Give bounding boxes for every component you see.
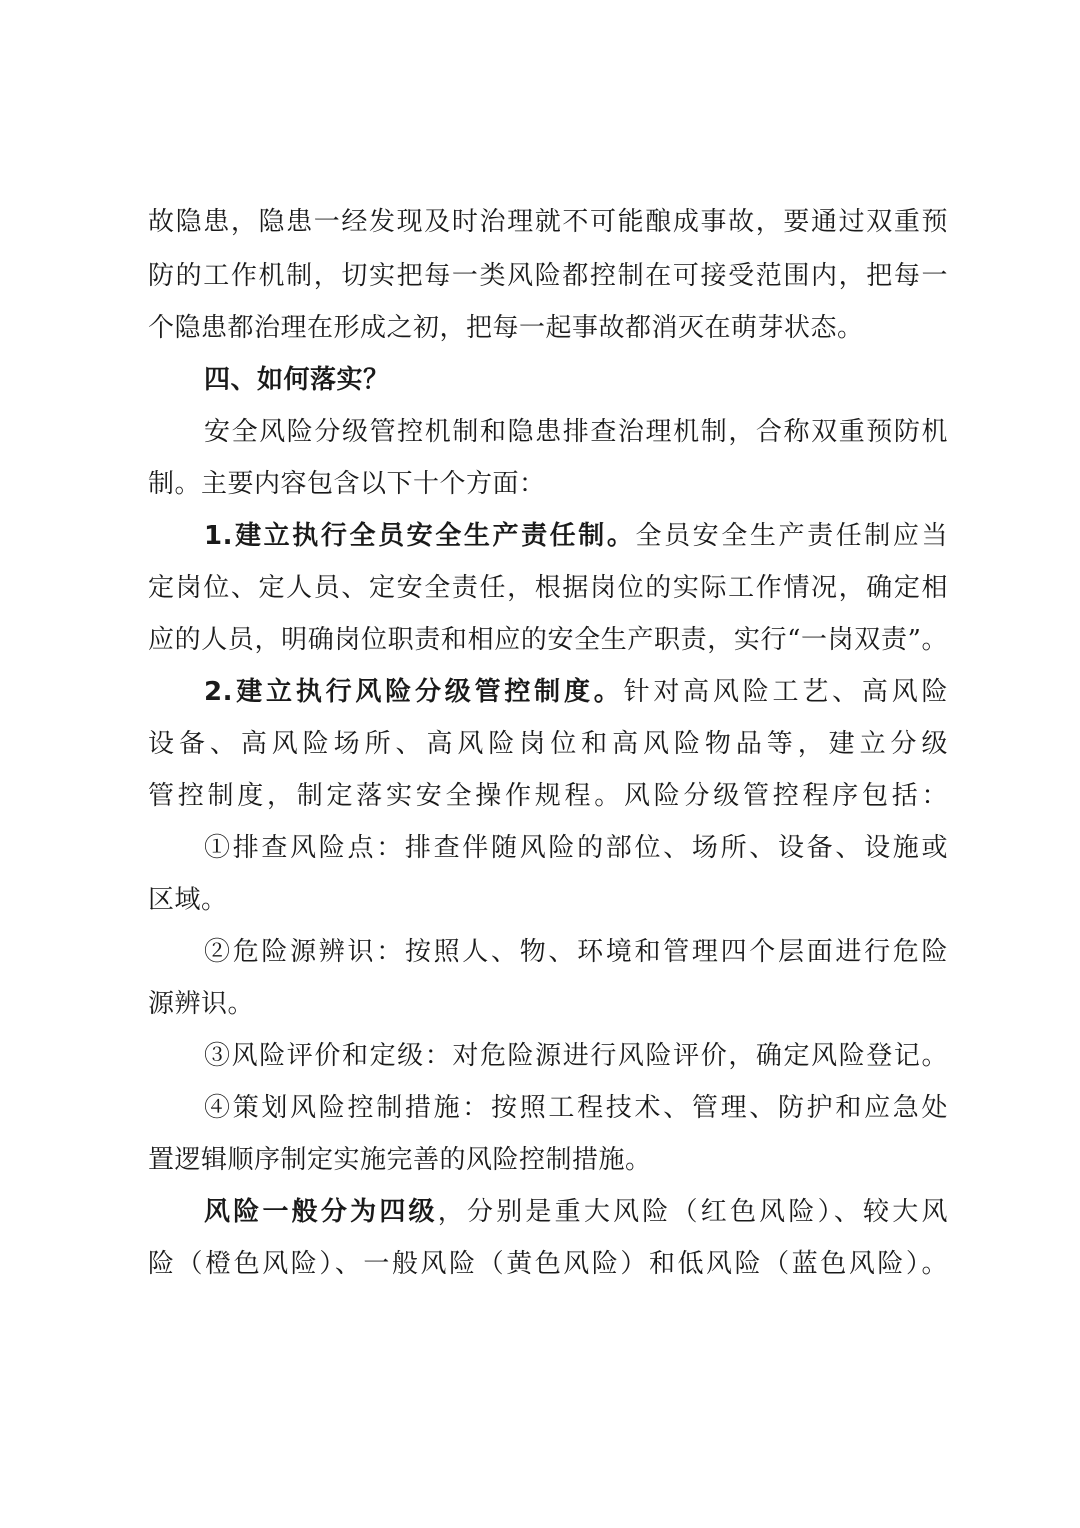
item-2-title: 2.建立执行风险分级管控制度。 xyxy=(204,677,624,707)
body-text-line: 源辨识。 xyxy=(148,989,255,1019)
section-heading: 四、如何落实？ xyxy=(204,365,390,395)
risk-levels-text: ，分别是重大风险（红色风险）、较大风 xyxy=(437,1197,948,1227)
body-text-line: 设备、高风险场所、高风险岗位和高风险物品等，建立分级 xyxy=(148,729,948,759)
body-text-line: 置逻辑顺序制定实施完善的风险控制措施。 xyxy=(148,1145,652,1175)
item-1-line xyxy=(204,518,948,554)
body-text-line: 制。主要内容包含以下十个方面： xyxy=(148,469,546,499)
body-text-line: 安全风险分级管控机制和隐患排查治理机制，合称双重预防机 xyxy=(204,417,948,447)
risk-levels-title: 风险一般分为四级 xyxy=(204,1197,438,1227)
item-1-text: 全员安全生产责任制应当 xyxy=(635,521,948,551)
body-text-line: 管控制度，制定落实安全操作规程。风险分级管控程序包括： xyxy=(148,781,948,811)
procedure-step-2: ②危险源辨识：按照人、物、环境和管理四个层面进行危险 xyxy=(204,937,948,967)
item-2-line xyxy=(204,674,948,710)
procedure-step-4: ④策划风险控制措施：按照工程技术、管理、防护和应急处 xyxy=(204,1093,948,1123)
body-text-line: 险（橙色风险）、一般风险（黄色风险）和低风险（蓝色风险）。 xyxy=(148,1249,948,1279)
body-text-line: 个隐患都治理在形成之初，把每一起事故都消灭在萌芽状态。 xyxy=(148,313,864,343)
body-text-line: 应的人员，明确岗位职责和相应的安全生产职责，实行“一岗双责”。 xyxy=(148,625,948,655)
procedure-step-3: ③风险评价和定级：对危险源进行风险评价，确定风险登记。 xyxy=(204,1041,948,1071)
item-2-text: 针对高风险工艺、高风险 xyxy=(623,677,948,707)
body-text-line: 区域。 xyxy=(148,885,228,915)
body-text-line: 防的工作机制，切实把每一类风险都控制在可接受范围内，把每一 xyxy=(148,261,948,291)
item-1-title: 1.建立执行全员安全生产责任制。 xyxy=(204,521,636,551)
body-text-line: 故隐患，隐患一经发现及时治理就不可能酿成事故，要通过双重预 xyxy=(148,207,948,237)
risk-levels-line xyxy=(204,1194,948,1230)
procedure-step-1: ①排查风险点：排查伴随风险的部位、场所、设备、设施或 xyxy=(204,833,948,863)
body-text-line: 定岗位、定人员、定安全责任，根据岗位的实际工作情况，确定相 xyxy=(148,573,948,603)
